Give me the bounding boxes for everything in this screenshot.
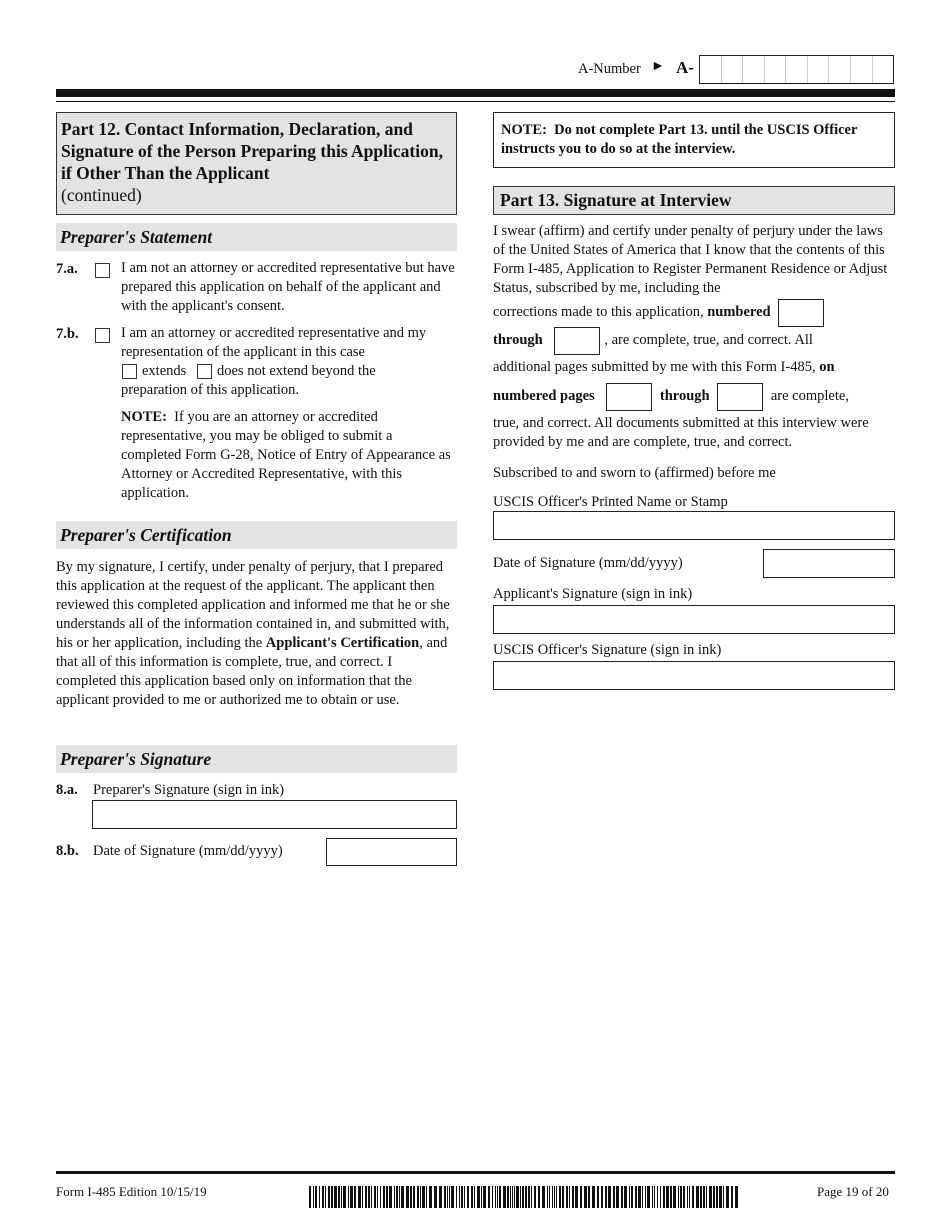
officer-signature-input[interactable] bbox=[493, 661, 895, 690]
on-label: on bbox=[819, 359, 835, 375]
additional-pages-text: additional pages submitted by me with this Form I-485, bbox=[493, 359, 816, 375]
oath-paragraph-end: true, and correct. All documents submitted at this interview were provided by me and are complete, true, and correct. bbox=[493, 415, 869, 450]
barcode-bar bbox=[716, 1186, 718, 1208]
part13-title: Part 13. Signature at Interview bbox=[493, 186, 895, 215]
pages-to-input[interactable] bbox=[717, 383, 763, 411]
barcode-bar bbox=[549, 1186, 550, 1208]
barcode-bar bbox=[605, 1186, 607, 1208]
preparers-signature-heading: Preparer's Signature bbox=[56, 745, 457, 773]
barcode-bar bbox=[670, 1186, 672, 1208]
barcode-bar bbox=[461, 1186, 463, 1208]
preparers-statement-heading: Preparer's Statement bbox=[56, 223, 457, 251]
footer-form-edition: Form I-485 Edition 10/15/19 bbox=[56, 1184, 207, 1199]
applicant-signature-label: Applicant's Signature (sign in ink) bbox=[493, 586, 693, 602]
numbered-pages-label: numbered pages bbox=[493, 388, 595, 404]
barcode-bar bbox=[534, 1186, 536, 1208]
barcode-bar bbox=[474, 1186, 475, 1208]
barcode-bar bbox=[642, 1186, 643, 1208]
item-7b-number: 7.b. bbox=[56, 326, 79, 342]
barcode-bar bbox=[451, 1186, 454, 1208]
barcode-bar bbox=[559, 1186, 561, 1208]
barcode-bar bbox=[348, 1186, 349, 1208]
barcode-bar bbox=[322, 1186, 324, 1208]
barcode-bar bbox=[522, 1186, 524, 1208]
preparers-certification-text bbox=[56, 558, 454, 710]
barcode-bar bbox=[383, 1186, 385, 1208]
barcode-bar bbox=[713, 1186, 715, 1208]
preparers-certification-heading: Preparer's Certification bbox=[56, 521, 457, 549]
barcode-bar bbox=[731, 1186, 733, 1208]
a-number-prefix: A- bbox=[676, 58, 694, 77]
extends-checkbox[interactable] bbox=[122, 364, 137, 379]
barcode-bar bbox=[723, 1186, 724, 1208]
barcode-bar bbox=[358, 1186, 361, 1208]
barcode-bar bbox=[584, 1186, 587, 1208]
barcode-bar bbox=[406, 1186, 409, 1208]
through-label: through bbox=[493, 332, 543, 348]
barcode-bar bbox=[449, 1186, 450, 1208]
interview-date-label: Date of Signature (mm/dd/yyyy) bbox=[493, 555, 683, 571]
footer-rule bbox=[56, 1171, 895, 1174]
barcode-bar bbox=[374, 1186, 376, 1208]
barcode-bar bbox=[447, 1186, 448, 1208]
barcode-bar bbox=[459, 1186, 460, 1208]
barcode-bar bbox=[538, 1186, 540, 1208]
barcode-bar bbox=[386, 1186, 388, 1208]
part12-title-box bbox=[56, 112, 457, 215]
item-7a-checkbox[interactable] bbox=[95, 263, 110, 278]
barcode-bar bbox=[666, 1186, 669, 1208]
barcode-bar bbox=[689, 1186, 690, 1208]
barcode-bar bbox=[608, 1186, 611, 1208]
through-pages-label: through bbox=[659, 388, 710, 404]
barcode-bar bbox=[652, 1186, 653, 1208]
barcode-bar bbox=[477, 1186, 480, 1208]
barcode-bar bbox=[343, 1186, 346, 1208]
barcode-bar bbox=[657, 1186, 658, 1208]
barcode-bar bbox=[514, 1186, 515, 1208]
numbered-from-input[interactable] bbox=[778, 299, 824, 327]
numbered-to-input[interactable] bbox=[554, 327, 600, 355]
barcode-bar bbox=[569, 1186, 570, 1208]
barcode-bar bbox=[331, 1186, 333, 1208]
barcode-bar bbox=[572, 1186, 574, 1208]
barcode-bar bbox=[556, 1186, 557, 1208]
barcode-bar bbox=[313, 1186, 314, 1208]
barcode-bar bbox=[503, 1186, 506, 1208]
barcode-bar bbox=[566, 1186, 568, 1208]
barcode-bar bbox=[692, 1186, 694, 1208]
does-not-extend-label: does not extend beyond the bbox=[217, 363, 376, 379]
note-label: NOTE: bbox=[121, 409, 167, 425]
barcode-bar bbox=[510, 1186, 511, 1208]
item-7a-text: I am not an attorney or accredited representative but have prepared this application on behalf of the applicant and with the applicant's consent. bbox=[121, 260, 455, 314]
barcode-bar bbox=[365, 1186, 367, 1208]
certification-bold-text: Applicant's Certification bbox=[265, 635, 420, 651]
are-complete-text: are complete, bbox=[770, 388, 849, 404]
barcode-bar bbox=[399, 1186, 400, 1208]
barcode bbox=[309, 1186, 744, 1208]
barcode-bar bbox=[629, 1186, 630, 1208]
item-7b-text-end: preparation of this application. bbox=[121, 382, 299, 398]
subscribed-text: Subscribed to and sworn to (affirmed) before me bbox=[493, 465, 776, 481]
pages-from-input[interactable] bbox=[606, 383, 652, 411]
item-8b-number: 8.b. bbox=[56, 843, 79, 859]
does-not-extend-checkbox[interactable] bbox=[197, 364, 212, 379]
preparer-signature-input[interactable] bbox=[92, 800, 457, 829]
barcode-bar bbox=[678, 1186, 679, 1208]
interview-date-input[interactable] bbox=[763, 549, 895, 578]
barcode-bar bbox=[426, 1186, 427, 1208]
oath-line-pages bbox=[493, 381, 893, 411]
barcode-bar bbox=[420, 1186, 421, 1208]
barcode-bar bbox=[467, 1186, 469, 1208]
barcode-bar bbox=[673, 1186, 676, 1208]
item-7a-number: 7.a. bbox=[56, 261, 78, 277]
barcode-bar bbox=[613, 1186, 615, 1208]
barcode-bar bbox=[562, 1186, 564, 1208]
barcode-bar bbox=[621, 1186, 623, 1208]
interview-note-text: Do not complete Part 13. until the USCIS Officer instructs you to do so at the interview. bbox=[501, 122, 858, 157]
officer-name-input[interactable] bbox=[493, 511, 895, 540]
barcode-bar bbox=[377, 1186, 378, 1208]
barcode-bar bbox=[680, 1186, 682, 1208]
barcode-bar bbox=[380, 1186, 381, 1208]
a-number-label: A-Number bbox=[578, 61, 641, 77]
barcode-bar bbox=[341, 1186, 342, 1208]
barcode-bar bbox=[552, 1186, 553, 1208]
barcode-bar bbox=[525, 1186, 527, 1208]
barcode-bar bbox=[396, 1186, 398, 1208]
barcode-bar bbox=[696, 1186, 699, 1208]
barcode-bar bbox=[580, 1186, 582, 1208]
oath-line-corrections bbox=[493, 297, 893, 327]
numbered-label: numbered bbox=[707, 304, 771, 320]
barcode-bar bbox=[429, 1186, 432, 1208]
barcode-bar bbox=[444, 1186, 446, 1208]
barcode-bar bbox=[706, 1186, 707, 1208]
barcode-bar bbox=[512, 1186, 513, 1208]
barcode-bar bbox=[499, 1186, 501, 1208]
certification-text-after: , and that all of this information is complete, true, and correct. I completed this application based only on information that the applicant provided to me or authorized me to obtain or use. bbox=[56, 635, 448, 708]
item-7b-note bbox=[121, 408, 451, 503]
barcode-bar bbox=[350, 1186, 353, 1208]
oath-line-through bbox=[493, 325, 893, 355]
barcode-bar bbox=[660, 1186, 661, 1208]
interview-note-label: NOTE: bbox=[501, 122, 547, 138]
barcode-bar bbox=[528, 1186, 530, 1208]
preparer-date-input[interactable] bbox=[326, 838, 457, 866]
complete-true-text: , are complete, true, and correct. All bbox=[604, 332, 813, 348]
barcode-bar bbox=[413, 1186, 415, 1208]
officer-name-label: USCIS Officer's Printed Name or Stamp bbox=[493, 494, 728, 510]
barcode-bar bbox=[647, 1186, 650, 1208]
barcode-bar bbox=[588, 1186, 590, 1208]
barcode-bar bbox=[439, 1186, 442, 1208]
certification-text-before: By my signature, I certify, under penalty of perjury, that I prepared this application at the request of the applicant. The applicant then reviewed this completed application and informed me that he or she understands all of the information contained in, and submitted with, his or her application, including the bbox=[56, 559, 450, 651]
barcode-bar bbox=[410, 1186, 412, 1208]
barcode-bar bbox=[464, 1186, 465, 1208]
barcode-bar bbox=[575, 1186, 578, 1208]
applicant-signature-input[interactable] bbox=[493, 605, 895, 634]
header-thick-rule bbox=[56, 89, 895, 97]
barcode-bar bbox=[456, 1186, 457, 1208]
barcode-bar bbox=[328, 1186, 330, 1208]
barcode-bar bbox=[371, 1186, 372, 1208]
barcode-bar bbox=[638, 1186, 641, 1208]
barcode-bar bbox=[645, 1186, 646, 1208]
extends-label: extends bbox=[142, 363, 187, 379]
barcode-bar bbox=[338, 1186, 340, 1208]
barcode-bar bbox=[362, 1186, 363, 1208]
barcode-bar bbox=[520, 1186, 521, 1208]
barcode-bar bbox=[624, 1186, 627, 1208]
barcode-bar bbox=[481, 1186, 482, 1208]
barcode-bar bbox=[319, 1186, 320, 1208]
arrow-right-icon: ► bbox=[651, 59, 665, 74]
item-8b-label: Date of Signature (mm/dd/yyyy) bbox=[93, 843, 283, 859]
barcode-bar bbox=[507, 1186, 509, 1208]
barcode-bar bbox=[389, 1186, 392, 1208]
interview-note-box bbox=[493, 112, 895, 168]
barcode-bar bbox=[554, 1186, 555, 1208]
barcode-bar bbox=[516, 1186, 519, 1208]
corrections-text: corrections made to this application, bbox=[493, 304, 704, 320]
barcode-bar bbox=[592, 1186, 595, 1208]
barcode-bar bbox=[635, 1186, 637, 1208]
barcode-bar bbox=[471, 1186, 473, 1208]
barcode-bar bbox=[616, 1186, 619, 1208]
barcode-bar bbox=[547, 1186, 548, 1208]
barcode-bar bbox=[417, 1186, 419, 1208]
barcode-bar bbox=[703, 1186, 705, 1208]
barcode-bar bbox=[726, 1186, 729, 1208]
barcode-bar bbox=[597, 1186, 599, 1208]
officer-signature-label: USCIS Officer's Signature (sign in ink) bbox=[493, 642, 722, 658]
part12-continued: (continued) bbox=[61, 185, 142, 205]
barcode-bar bbox=[492, 1186, 493, 1208]
barcode-bar bbox=[368, 1186, 370, 1208]
footer-page-number: Page 19 of 20 bbox=[817, 1184, 889, 1199]
barcode-bar bbox=[325, 1186, 326, 1208]
barcode-bar bbox=[401, 1186, 404, 1208]
barcode-bar bbox=[531, 1186, 532, 1208]
barcode-bar bbox=[434, 1186, 437, 1208]
barcode-bar bbox=[631, 1186, 633, 1208]
header-thin-rule bbox=[56, 101, 895, 102]
item-7b-text: I am an attorney or accredited representative and my representation of the applicant in this case bbox=[121, 325, 427, 360]
item-7b-checkbox[interactable] bbox=[95, 328, 110, 343]
part12-title: Part 12. Contact Information, Declaration, and Signature of the Person Preparing this Application, if Other Than the Applicant bbox=[61, 119, 443, 183]
barcode-bar bbox=[663, 1186, 665, 1208]
barcode-bar bbox=[687, 1186, 688, 1208]
barcode-bar bbox=[700, 1186, 702, 1208]
barcode-bar bbox=[483, 1186, 486, 1208]
oath-line-additional bbox=[493, 358, 893, 377]
barcode-bar bbox=[497, 1186, 498, 1208]
barcode-bar bbox=[735, 1186, 738, 1208]
barcode-bar bbox=[683, 1186, 685, 1208]
barcode-bar bbox=[488, 1186, 490, 1208]
barcode-bar bbox=[654, 1186, 655, 1208]
barcode-bar bbox=[334, 1186, 337, 1208]
barcode-bar bbox=[354, 1186, 356, 1208]
barcode-bar bbox=[422, 1186, 425, 1208]
item-8a-number: 8.a. bbox=[56, 782, 78, 798]
barcode-bar bbox=[315, 1186, 317, 1208]
note-text: If you are an attorney or accredited representative, you may be obliged to submit a completed Form G-28, Notice of Entry of Appearance as Attorney or Accredited Representative, with this application. bbox=[121, 409, 451, 501]
barcode-bar bbox=[495, 1186, 496, 1208]
item-8a-label: Preparer's Signature (sign in ink) bbox=[93, 782, 285, 798]
barcode-bar bbox=[542, 1186, 545, 1208]
barcode-bar bbox=[394, 1186, 395, 1208]
a-number-input[interactable] bbox=[699, 55, 894, 84]
barcode-bar bbox=[601, 1186, 603, 1208]
oath-paragraph-1: I swear (affirm) and certify under penalty of perjury under the laws of the United States of America that I know that the contents of this Form I-485, Application to Register Permanent Residence or Adjust Status, subscribed by me, including the bbox=[493, 223, 888, 296]
barcode-bar bbox=[719, 1186, 722, 1208]
barcode-bar bbox=[309, 1186, 311, 1208]
barcode-bar bbox=[709, 1186, 712, 1208]
